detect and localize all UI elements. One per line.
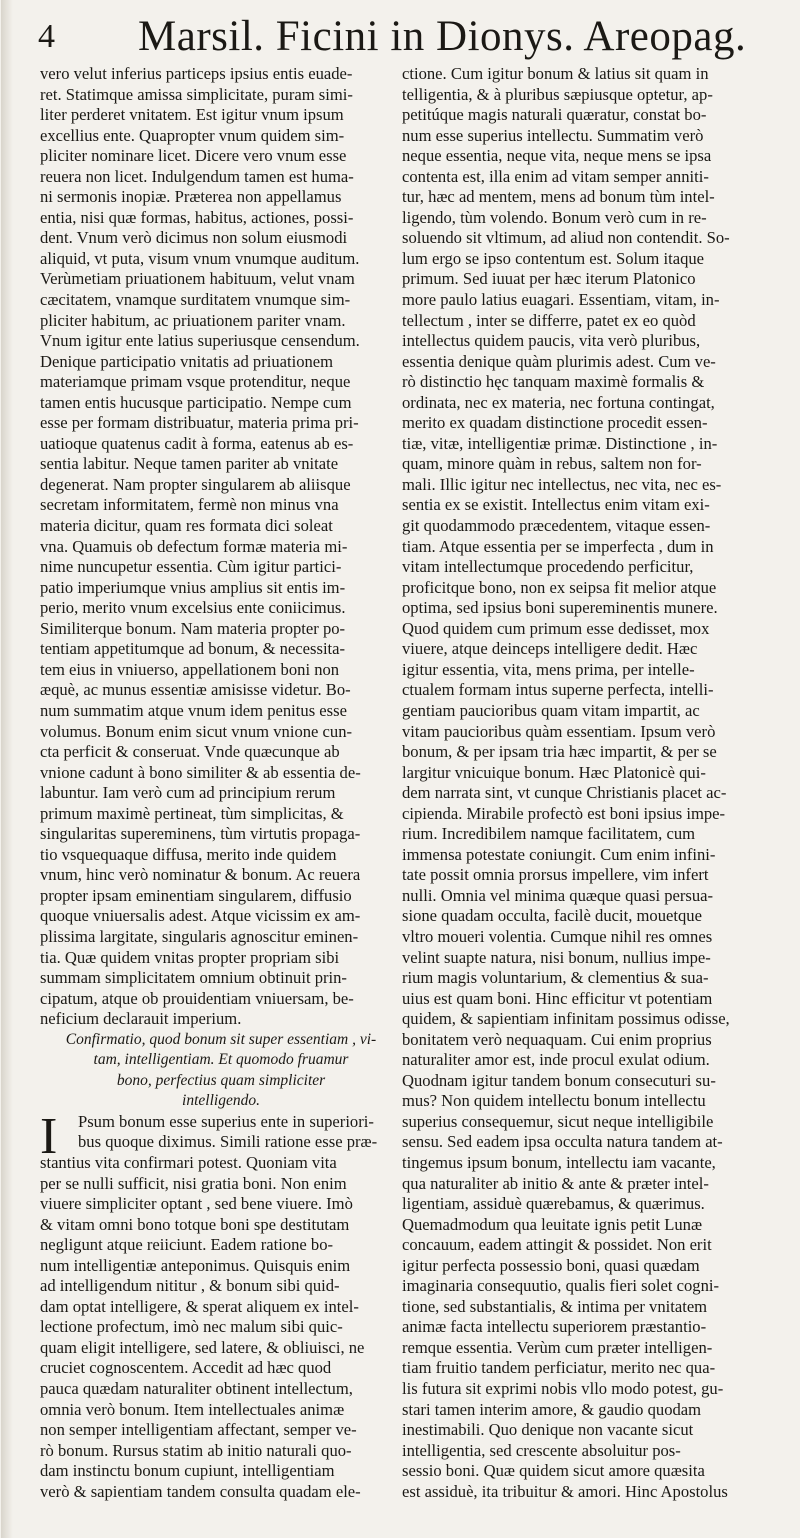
text-line: reuera non licet. Indulgendum tamen est huma-	[40, 166, 354, 186]
text-line: git quodammodo præcedentem, vitaque essen-	[402, 516, 711, 536]
text-line: neque essentia, neque vita, neque mens se ipsa	[402, 146, 712, 166]
text-line: superius consequemur, sicut neque intelligibile	[402, 1111, 714, 1131]
text-line: petitúque magis naturali quæratur, constat bo-	[402, 105, 707, 125]
text-line: tellectum , inter se differre, patet ex eo quòd	[402, 310, 696, 330]
text-line: perio, merito vnum excelsius ente coniicimus.	[40, 598, 346, 618]
text-line: vltro moueri volentia. Cumque nihil res omnes	[402, 926, 713, 946]
text-line: gentiam paucioribus quam vitam impartit, ac	[402, 700, 700, 720]
text-line: ligendo, tùm volendo. Bonum verò cum in re-	[402, 207, 707, 227]
text-line: pliciter habitum, ac priuationem pariter vnam.	[40, 310, 346, 330]
text-line: primum maximè pertineat, tùm simplicitas, &	[40, 803, 344, 823]
text-line: Quod quidem cum primum esse dedisset, mox	[402, 618, 710, 638]
text-line: tentiam appetitumque ad bonum, & necessita-	[40, 639, 346, 659]
running-title: Marsil. Ficini in Dionys. Areopag.	[138, 13, 747, 60]
text-line: cipienda. Mirabile profectò est boni ipsius impe-	[402, 803, 726, 823]
text-line: secretam informitatem, fermè non minus vna	[40, 495, 339, 515]
text-line: cæcitatem, vnamque surditatem vnumque sim-	[40, 290, 351, 310]
text-line: Vnum igitur ente latius superiusque censendum.	[40, 331, 360, 351]
text-line: cipatum, atque ob prouidentiam vniuersam, be-	[40, 988, 354, 1008]
text-line: quoque vniuersalis adest. Atque vicissim ex am-	[40, 906, 361, 926]
page-edge	[1, 0, 13, 1538]
text-line: plissima largitate, singularis agnoscitur eminen-	[40, 926, 359, 946]
text-line: ctione. Cum igitur bonum & latius sit quam in	[402, 64, 709, 83]
text-line: esse per formam distribuatur, materia prima pri-	[40, 413, 359, 433]
text-line: dam optat intelligere, & sperat aliquem ex intel-	[40, 1296, 359, 1316]
text-line: Quemadmodum qua leuitate ignis petit Lunæ	[402, 1214, 703, 1234]
running-header	[0, 0, 800, 62]
text-line: animæ facta intellectu superiorem præstantio-	[402, 1317, 707, 1337]
text-line: primum. Sed iuuat per hæc iterum Platonico	[402, 269, 696, 289]
text-line: entia, nisi quæ formas, habitus, actiones, possi-	[40, 207, 354, 227]
page-number: 4	[38, 18, 55, 55]
text-line: tem eius in vniuerso, appellationem boni non	[40, 659, 340, 679]
text-line: Psum bonum esse superius ente in superiori-	[78, 1111, 374, 1131]
text-line: propter ipsam eminentiam singularem, diffusio	[40, 885, 352, 905]
drop-capital: I	[40, 1107, 58, 1165]
text-line: mus? Non quidem intellectu bonum intellectu	[402, 1091, 706, 1111]
text-line: tio vsquequaque diffusa, merito inde quidem	[40, 844, 337, 864]
text-line: sentia ex se existit. Intellectus enim vitam exi-	[402, 495, 710, 515]
text-line: per se nulli sufficit, nisi gratia boni. Non enim	[40, 1173, 347, 1193]
text-line: sessio boni. Quæ quidem sicut amore quæsita	[402, 1461, 705, 1481]
text-line: degenerat. Nam propter singularem ab aliisque	[40, 474, 351, 494]
text-line: quam eligit intelligere, sed latere, & obliuisci, ne	[40, 1337, 365, 1357]
text-line: nime nuncupetur essentia. Cùm igitur partici-	[40, 557, 342, 577]
text-line: dam instinctu bonum cupiunt, intelligentiam	[40, 1461, 335, 1481]
text-line: non semper intelligentiam affectant, semper ve-	[40, 1420, 357, 1440]
text-line: & vitam omni bono totque boni spe destitutam	[40, 1214, 350, 1234]
text-line: volumus. Bonum enim sicut vnum vnione cun-	[40, 721, 353, 741]
text-line: quam, minore quàm in rebus, saltem non for-	[402, 454, 702, 474]
text-line: materiamque primam vsque protenditur, neque	[40, 372, 351, 392]
text-line: ret. Statimque amissa simplicitate, puram simi-	[40, 84, 353, 104]
text-line: tia. Quæ quidem vnitas propter propriam sibi	[40, 947, 340, 967]
text-line: viuere simpliciter optant , sed bene viuere. Imò	[40, 1194, 353, 1214]
text-line: optima, sed ipsius boni supereminentis munere.	[402, 598, 718, 618]
text-line: vitam paucioribus quàm essentiam. Ipsum verò	[402, 721, 716, 741]
text-line: labuntur. Iam verò cum ad principium rerum	[40, 783, 336, 803]
text-line: bonum, & per ipsam tria hæc impartit, & per se	[402, 742, 717, 762]
text-line: tiam. Atque essentia per se imperfecta , dum in	[402, 536, 714, 556]
text-line: dent. Vnum verò dicimus non solum eiusmodi	[40, 228, 348, 248]
text-line: ctualem formam intus superne perfecta, intelli-	[402, 680, 714, 700]
text-line: vnione cadunt à bono similiter & ab essentia de-	[40, 762, 361, 782]
text-line: remque essentia. Verùm cum præter intelligen-	[402, 1337, 713, 1357]
text-line: naturaliter amor est, inde procul exulat odium.	[402, 1050, 710, 1070]
text-line: nulli. Omnia vel minima quæque quasi persua-	[402, 885, 714, 905]
text-line: stantius vita confirmari potest. Quoniam vita	[40, 1152, 337, 1172]
text-line: vna. Quamuis ob defectum formæ materia mi-	[40, 536, 348, 556]
text-line: bono, perfectius quam simpliciter	[116, 1071, 326, 1089]
text-line: ni sermonis inopiæ. Præterea non appellamus	[40, 187, 342, 207]
text-line: intelligentia, sed crescente absoluitur pos-	[402, 1440, 681, 1460]
text-line: uatioque quatenus cadit à forma, eatenus ab es-	[40, 433, 354, 453]
text-line: bus quoque diximus. Simili ratione esse præ-	[78, 1132, 378, 1152]
text-line: materia dicitur, quam res formata dici soleat	[40, 516, 333, 536]
text-line: intelligendo.	[182, 1092, 260, 1110]
text-line: omnia verò bonum. Item intellectuales animæ	[40, 1399, 345, 1419]
text-line: tate possit omnia prorsus impellere, vim infert	[402, 865, 709, 885]
text-line: intellectus quidem paucis, vita verò pluribus,	[402, 331, 701, 351]
text-line: sensu. Sed eadem ipsa occulta natura tandem at-	[402, 1132, 723, 1152]
text-line: bonitatem verò nequaquam. Cui enim proprius	[402, 1029, 712, 1049]
text-line: pliciter nominare licet. Dicere vero vnum esse	[40, 146, 347, 166]
text-line: rium. Incredibilem namque facilitatem, cum	[402, 824, 696, 844]
text-line: verò & sapientiam tandem consulta quadam ele-	[40, 1481, 361, 1501]
left-body-text	[40, 64, 402, 1030]
text-line: rò distinctio hęc tanquam maximè formalis &	[402, 372, 705, 392]
text-line: lectione profectum, imò nec malum sibi quic-	[40, 1317, 343, 1337]
text-line: negligunt atque reiiciunt. Eadem ratione bo-	[40, 1235, 334, 1255]
text-line: Confirmatio, quod bonum sit super essentiam , vi-	[65, 1030, 377, 1048]
text-line: imaginaria consequutio, qualis fieri solet cogni-	[402, 1276, 720, 1296]
text-line: rium magis voluntarium, & clementius & sua-	[402, 968, 709, 988]
text-line: lis futura sit exprimi nobis vllo modo potest, gu-	[402, 1379, 724, 1398]
text-line: immensa potestate coniungit. Cum enim infini-	[402, 844, 716, 864]
text-line: tam, intelligentiam. Et quomodo fruamur	[93, 1051, 349, 1069]
text-line: summam simplicitatem omnium obtinuit prin-	[40, 968, 347, 988]
text-line: largitur vnicuique bonum. Hæc Platonicè qui-	[402, 762, 706, 782]
text-line: æquè, ac munus essentiæ amisisse videtur. Bo-	[40, 680, 351, 700]
left-column	[40, 64, 402, 1502]
text-line: pauca quædam naturaliter obtinent intellectum,	[40, 1379, 353, 1398]
text-line: vitam intellectumque procedendo perficitur,	[402, 557, 694, 577]
text-line: est assiduè, ita tribuitur & amori. Hinc Apostolus	[402, 1481, 728, 1501]
text-line: more paulo latius euagari. Essentiam, vitam, in-	[402, 290, 720, 310]
text-line: soluendo sit vltimum, ad aliud non contendit. So-	[402, 228, 730, 248]
text-line: Verùmetiam priuationem habituum, velut vnam	[40, 269, 355, 289]
text-line: tamen entis hucusque participatio. Nempe cum	[40, 392, 352, 412]
text-line: qua naturaliter ab initio & ante & præter intel-	[402, 1173, 709, 1193]
text-line: cta perficit & conseruat. Vnde quæcunque ab	[40, 742, 340, 762]
text-line: sione quadam occulta, facilè ducit, mouetque	[402, 906, 702, 926]
section-body-text	[40, 1107, 402, 1502]
text-line: vnum, hinc verò nominatur & bonum. Ac reuera	[40, 865, 361, 885]
text-line: excellius ente. Quapropter vnum quidem sim-	[40, 125, 345, 145]
section-heading	[40, 1030, 402, 1112]
text-line: stari tamen interim amore, & gaudio quodam	[402, 1399, 702, 1419]
text-line: tiam fruitio tandem perficiatur, merito nec qua-	[402, 1358, 716, 1378]
text-line: ordinata, nec ex materia, nec fortuna contingat,	[402, 392, 715, 412]
text-line: tione, sed substantialis, & intima per vnitatem	[402, 1296, 708, 1316]
text-line: concauum, eadem attingit & possidet. Non erit	[402, 1235, 712, 1255]
text-line: essentia denique quàm plurimis adest. Cum ve-	[402, 351, 716, 371]
text-line: tingemus ipsum bonum, intellectu iam vacante,	[402, 1152, 716, 1172]
text-line: ligentiam, assiduè quærebamus, & quærimus.	[402, 1194, 705, 1214]
text-line: Quodnam igitur tandem bonum consecuturi su-	[402, 1070, 716, 1090]
text-line: proficitque bono, non ex seipsa fit melior atque	[402, 577, 717, 597]
section-body	[40, 1107, 402, 1502]
text-line: rò bonum. Rursus statim ab initio naturali quo-	[40, 1440, 352, 1460]
text-line: velint suapte natura, nisi bonum, nullius impe-	[402, 947, 711, 967]
text-line: num intelligentiæ anteponimus. Quisquis enim	[40, 1255, 351, 1275]
text-line: tur, hæc ad mentem, mens ad bonum tùm intel-	[402, 187, 715, 207]
text-line: tiæ, vitæ, intelligentiæ primæ. Distinctione , in-	[402, 433, 718, 453]
text-line: uius est quam boni. Hinc efficitur vt potentiam	[402, 988, 713, 1008]
text-line: dem narrata sint, vt cunque Christianis placet ac-	[402, 783, 727, 803]
right-column	[402, 64, 768, 1502]
text-line: neficium declarauit imperium.	[40, 1009, 242, 1029]
text-line: igitur essentia, vita, mens prima, per intelle-	[402, 659, 695, 679]
text-line: mali. Illic igitur nec intellectus, nec vita, nec es-	[402, 474, 722, 494]
text-line: quidem, & sapientiam infinitam possimus odisse,	[402, 1009, 730, 1029]
text-line: ad intelligendum nititur , & bonum sibi quid-	[40, 1276, 340, 1296]
text-line: patio imperiumque vnius amplius sit entis im-	[40, 577, 346, 597]
text-line: vero velut inferius particeps ipsius entis euade-	[40, 64, 353, 83]
text-line: singularitas supereminens, tùm virtutis propaga-	[40, 824, 361, 844]
text-line: num summatim atque vnum idem penitus esse	[40, 700, 347, 720]
right-body-text	[402, 64, 768, 1502]
text-line: Denique participatio vnitatis ad priuationem	[40, 351, 334, 371]
text-line: sentia labitur. Neque tamen pariter ab vnitate	[40, 454, 339, 474]
text-line: lum ergo se ipso contentum est. Solum itaque	[402, 248, 705, 268]
text-line: contenta est, illa enim ad vitam semper anniti-	[402, 166, 709, 186]
text-line: inestimabili. Quo denique non vacante sicut	[402, 1420, 694, 1440]
text-line: viuere, atque deinceps intelligere dedit. Hæc	[402, 639, 698, 659]
text-line: Similiterque bonum. Nam materia propter po-	[40, 618, 346, 638]
text-line: num esse superius intellectu. Summatim verò	[402, 125, 704, 145]
text-line: cruciet cognoscentem. Accedit ad hæc quod	[40, 1358, 332, 1378]
text-line: merito ex quadam distinctione procedit essen-	[402, 413, 708, 433]
text-line: liter perderet vnitatem. Est igitur vnum ipsum	[40, 105, 344, 125]
text-line: telligentia, & à pluribus sæpiusque optetur, ap-	[402, 84, 713, 104]
text-line: aliquid, vt puta, visum vnum vnumque auditum.	[40, 248, 360, 268]
text-line: igitur perfecta possessio boni, quasi quædam	[402, 1255, 700, 1275]
